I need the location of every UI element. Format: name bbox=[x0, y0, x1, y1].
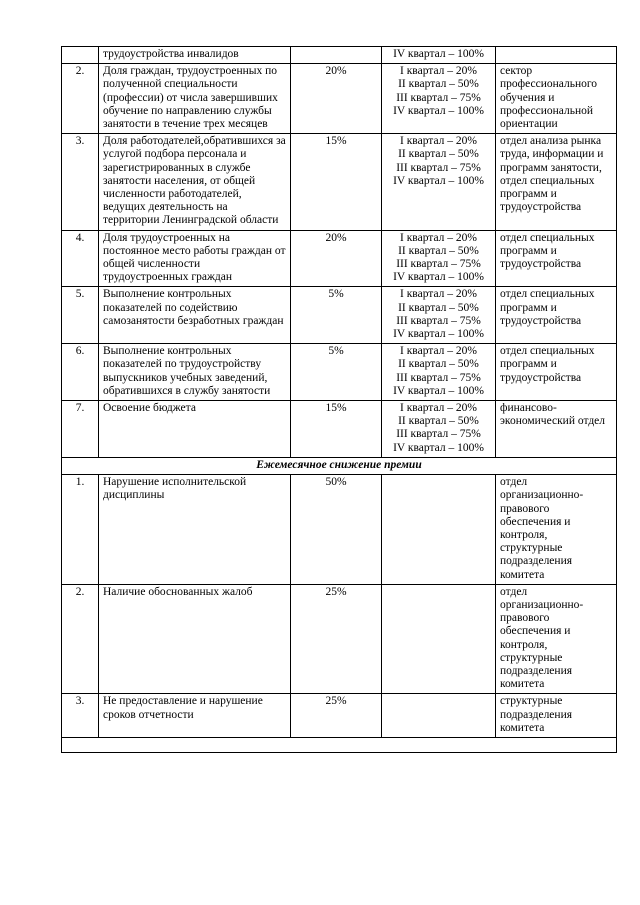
indicator-cell: Выполнение контрольных показателей по содействию самозанятости безработных граждан bbox=[99, 287, 291, 344]
table-row bbox=[62, 230, 617, 287]
row-number: 5. bbox=[62, 287, 99, 344]
quarter-line: II квартал – 50% bbox=[398, 78, 479, 91]
quarter-line: IV квартал – 100% bbox=[393, 384, 484, 397]
quarters-cell bbox=[382, 401, 496, 458]
weight-cell: 15% bbox=[291, 134, 382, 230]
quarters-cell bbox=[382, 287, 496, 344]
quarter-line: III квартал – 75% bbox=[396, 314, 481, 327]
responsible-cell: отдел организационно-правового обеспечения и контроля, структурные подразделения комитета bbox=[496, 475, 617, 585]
quarters-cell bbox=[382, 64, 496, 134]
table-row bbox=[62, 694, 617, 738]
section-header-row bbox=[62, 457, 617, 474]
section-title: Ежемесячное снижение премии bbox=[62, 457, 617, 474]
row-number: 6. bbox=[62, 344, 99, 401]
quarter-line: II квартал – 50% bbox=[398, 244, 479, 257]
row-number bbox=[62, 47, 99, 64]
quarter-line: II квартал – 50% bbox=[398, 415, 479, 428]
quarters-cell bbox=[382, 134, 496, 230]
row-number: 1. bbox=[62, 475, 99, 585]
indicator-cell: Наличие обоснованных жалоб bbox=[99, 584, 291, 694]
indicator-cell: Освоение бюджета bbox=[99, 401, 291, 458]
quarter-line: I квартал – 20% bbox=[400, 288, 477, 301]
row-number: 7. bbox=[62, 401, 99, 458]
indicator-cell: Не предоставление и нарушение сроков отчетности bbox=[99, 694, 291, 738]
table-row bbox=[62, 584, 617, 694]
quarter-line: IV квартал – 100% bbox=[393, 48, 484, 60]
quarter-line: III квартал – 75% bbox=[396, 371, 481, 384]
quarters-cell bbox=[382, 584, 496, 694]
weight-cell: 5% bbox=[291, 344, 382, 401]
table-row bbox=[62, 64, 617, 134]
quarter-line: III квартал – 75% bbox=[396, 161, 481, 174]
quarter-line: III квартал – 75% bbox=[396, 91, 481, 104]
quarters-cell bbox=[382, 230, 496, 287]
quarter-line: I квартал – 20% bbox=[400, 402, 477, 415]
quarter-line: IV квартал – 100% bbox=[393, 328, 484, 341]
weight-cell: 25% bbox=[291, 584, 382, 694]
quarter-line: I квартал – 20% bbox=[400, 231, 477, 244]
indicator-cell: Доля граждан, трудоустроенных по полученной специальности (профессии) от числа завершивших обучение по направлению службы занятости в течение трех месяцев bbox=[99, 64, 291, 134]
responsible-cell: сектор профессионального обучения и профессиональной ориентации bbox=[496, 64, 617, 134]
responsible-cell: отдел анализа рынка труда, информации и программ занятости, отдел специальных программ и трудоустройства bbox=[496, 134, 617, 230]
table-row bbox=[62, 475, 617, 585]
weight-cell: 20% bbox=[291, 230, 382, 287]
weight-cell: 25% bbox=[291, 694, 382, 738]
row-number: 3. bbox=[62, 694, 99, 738]
weight-cell bbox=[291, 47, 382, 64]
quarter-line: IV квартал – 100% bbox=[393, 104, 484, 117]
table-body bbox=[62, 47, 617, 753]
table-row bbox=[62, 287, 617, 344]
responsible-cell: финансово-экономический отдел bbox=[496, 401, 617, 458]
quarter-line: II квартал – 50% bbox=[398, 148, 479, 161]
quarter-line: IV квартал – 100% bbox=[393, 271, 484, 284]
bonus-indicators-table bbox=[61, 46, 617, 753]
row-number: 2. bbox=[62, 64, 99, 134]
indicator-cell: трудоустройства инвалидов bbox=[99, 47, 291, 64]
responsible-cell: структурные подразделения комитета bbox=[496, 694, 617, 738]
quarter-line: II квартал – 50% bbox=[398, 358, 479, 371]
empty-row bbox=[62, 737, 617, 752]
quarters-cell bbox=[382, 694, 496, 738]
responsible-cell: отдел специальных программ и трудоустройства bbox=[496, 344, 617, 401]
quarter-line: II квартал – 50% bbox=[398, 301, 479, 314]
indicator-cell: Доля трудоустроенных на постоянное место работы граждан от общей численности трудоустроенных граждан bbox=[99, 230, 291, 287]
weight-cell: 5% bbox=[291, 287, 382, 344]
row-number: 4. bbox=[62, 230, 99, 287]
quarters-cell bbox=[382, 47, 496, 64]
indicator-cell: Нарушение исполнительской дисциплины bbox=[99, 475, 291, 585]
row-number: 3. bbox=[62, 134, 99, 230]
quarters-cell bbox=[382, 344, 496, 401]
table-row bbox=[62, 134, 617, 230]
quarter-line: IV квартал – 100% bbox=[393, 174, 484, 187]
weight-cell: 20% bbox=[291, 64, 382, 134]
responsible-cell: отдел специальных программ и трудоустройства bbox=[496, 287, 617, 344]
quarter-line: I квартал – 20% bbox=[400, 65, 477, 78]
table-row bbox=[62, 47, 617, 64]
empty-cell bbox=[62, 737, 617, 752]
quarter-line: III квартал – 75% bbox=[396, 428, 481, 441]
table-row bbox=[62, 344, 617, 401]
responsible-cell: отдел организационно-правового обеспечения и контроля, структурные подразделения комитета bbox=[496, 584, 617, 694]
quarters-cell bbox=[382, 475, 496, 585]
responsible-cell: отдел специальных программ и трудоустройства bbox=[496, 230, 617, 287]
row-number: 2. bbox=[62, 584, 99, 694]
weight-cell: 50% bbox=[291, 475, 382, 585]
quarter-line: IV квартал – 100% bbox=[393, 441, 484, 454]
table-row bbox=[62, 401, 617, 458]
responsible-cell bbox=[496, 47, 617, 64]
quarter-line: I квартал – 20% bbox=[400, 345, 477, 358]
indicator-cell: Выполнение контрольных показателей по трудоустройству выпускников учебных заведений, обратившихся в службу занятости bbox=[99, 344, 291, 401]
indicator-cell: Доля работодателей,обратившихся за услугой подбора персонала и зарегистрированных в службе занятости населения, от общей численности работодателей, ведущих деятельность на территории Ленинградской области bbox=[99, 134, 291, 230]
quarter-line: I квартал – 20% bbox=[400, 135, 477, 148]
weight-cell: 15% bbox=[291, 401, 382, 458]
quarter-line: III квартал – 75% bbox=[396, 258, 481, 271]
